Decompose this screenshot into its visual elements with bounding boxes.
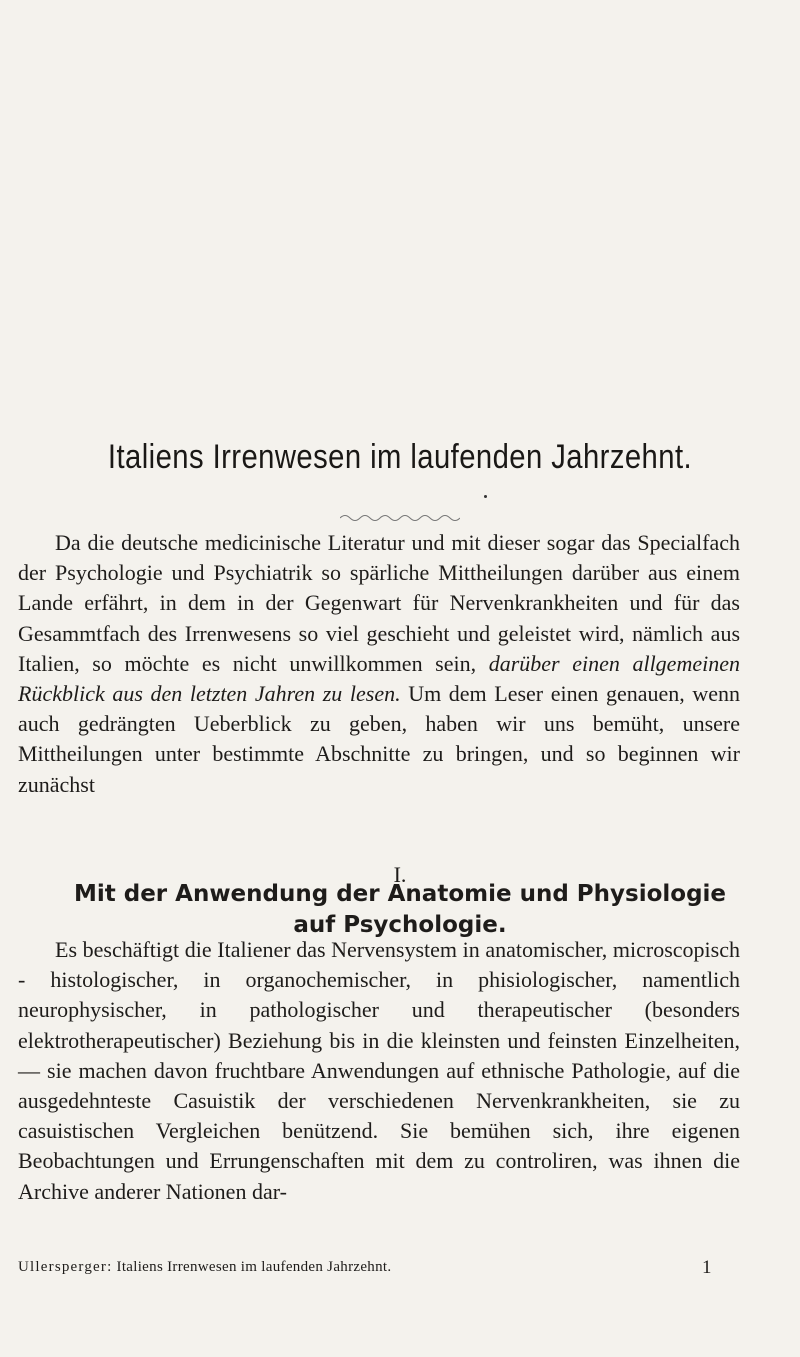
section-heading [0,879,800,941]
intro-tail: Um dem Leser einen genauen, wenn auch gedrängten Ueberblick zu geben, haben wir uns bemüht, unsere Mittheilungen unter bestimmte Abschnitte zu bringen, und so beginnen wir zunächst [18,681,740,797]
page-number: 1 [702,1257,712,1278]
wavy-ornament-icon [340,512,460,524]
footer-author: Ullersperger: [18,1259,113,1275]
section-heading-line-2: auf Psychologie. [293,912,507,938]
intro-emphasis: darüber einen allgemeinen Rückblick aus den letzten Jahren zu lesen. [18,650,740,707]
section-heading-line-1: Mit der Anwendung der Anatomie und Physiologie [73,881,727,907]
intro-lead: Da die deutsche medicinische Literatur und mit dieser sogar das Specialfach der Psychologie und Psychiatrik so spärliche Mittheilungen darüber aus einem Lande erfährt, in dem in der Gegenwart für Nervenkrankheiten und für das Gesammtfach des Irrenwesens so viel geschieht und geleistet wird, nämlich aus Italien, so möchte es nicht unwillkommen sein, [18,530,740,676]
section-paragraph: Es beschäftigt die Italiener das Nervensystem in anatomischer, microscopisch - histologischer, in organochemischer, in phisiologischer, namentlich neurophysischer, in pathologischer und therapeutischer (besonders elektrotherapeutischer) Beziehung bis in die kleinsten und feinsten Einzelheiten, — sie machen davon fruchtbare Anwendungen auf ethnische Pathologie, auf die ausgedehnteste Casuistik der verschiedenen Nervenkrankheiten, sie zu casuistischen Vergleichen benützend. Sie bemühen sich, ihre eigenen Beobachtungen und Errungenschaften mit dem zu controliren, was ihnen die Archive anderer Nationen dar- [18,937,740,1204]
title-dot [484,495,487,498]
footer-title: Italiens Irrenwesen im laufenden Jahrzehnt. [116,1259,392,1275]
running-footer [18,1259,718,1276]
intro-paragraph [18,528,740,800]
page-title: Italiens Irrenwesen im laufenden Jahrzehnt. [107,438,693,476]
section-number: I. [393,862,407,887]
